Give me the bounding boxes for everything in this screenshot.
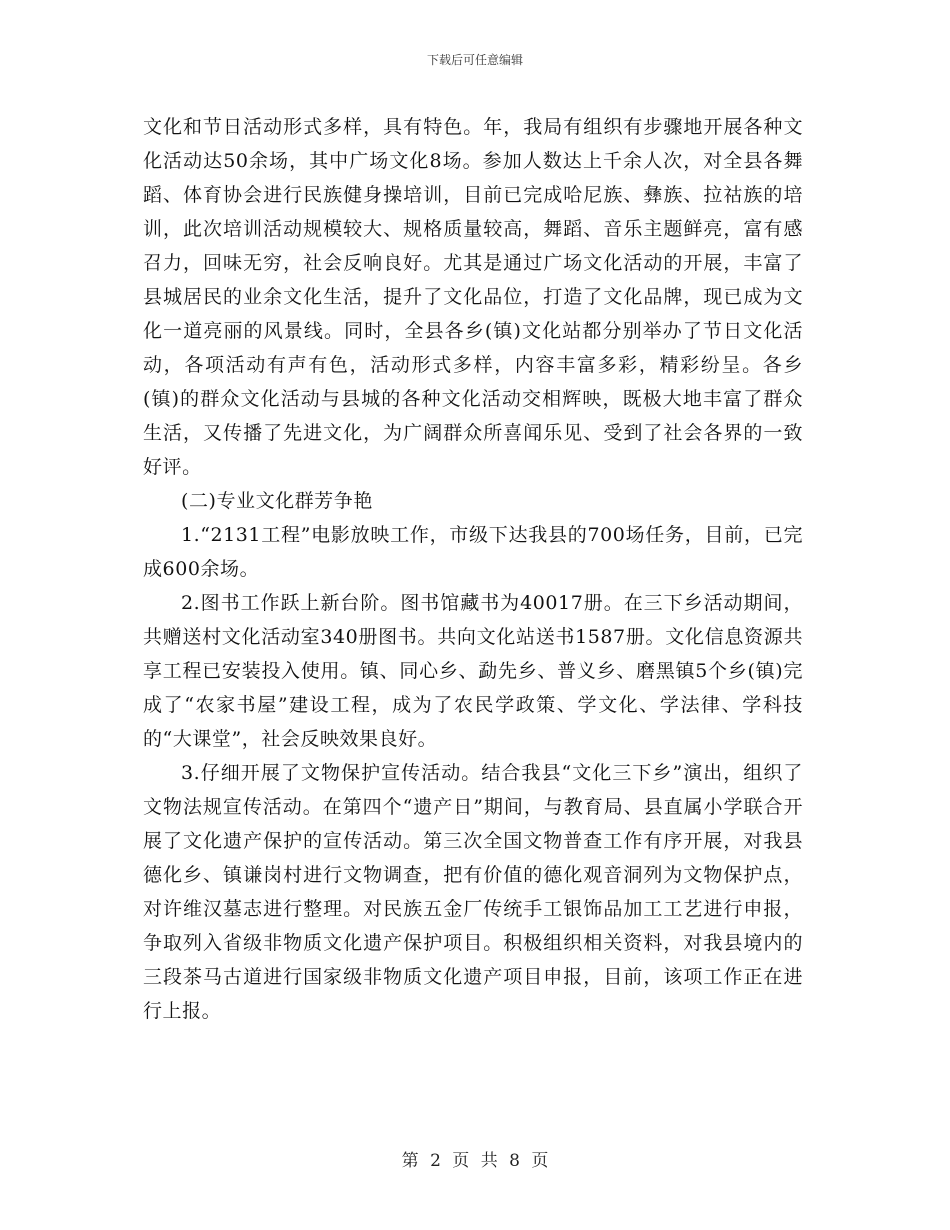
page-header: 下载后可任意编辑 — [426, 53, 523, 67]
list-item-library: 2.图书工作跃上新台阶。图书馆藏书为40017册。在三下乡活动期间，共赠送村文化活动室340册图书。共向文化站送书1587册。文化信息资源共享工程已安装投入使用。镇、同心乡、勐先乡、普义乡、磨黑镇5个乡(镇)完成了“农家书屋”建设工程，成为了农民学政策、学文化、学法律、学科技的“大课堂”，社会反映效果良好。 — [143, 592, 803, 750]
document-body — [143, 110, 803, 1028]
list-item-heritage: 3.仔细开展了文物保护宣传活动。结合我县“文化三下乡”演出，组织了文物法规宣传活动。在第四个“遗产日”期间，与教育局、县直属小学联合开展了文化遗产保护的宣传活动。第三次全国文物普查工作有序开展，对我县德化乡、镇谦岗村进行文物调查，把有价值的德化观音洞列为文物保护点，对许维汉墓志进行整理。对民族五金厂传统手工银饰品加工工艺进行申报，争取列入省级非物质文化遗产保护项目。积极组织相关资料，对我县境内的三段茶马古道进行国家级非物质文化遗产项目申报，目前，该项工作正在进行上报。 — [143, 762, 803, 1022]
body-paragraph: 文化和节日活动形式多样，具有特色。年，我局有组织有步骤地开展各种文化活动达50余场，其中广场文化8场。参加人数达上千余人次，对全县各舞蹈、体育协会进行民族健身操培训，目前已完成哈尼族、彝族、拉祜族的培训，此次培训活动规模较大、规格质量较高，舞蹈、音乐主题鲜亮，富有感召力，回味无穷，社会反响良好。尤其是通过广场文化活动的开展，丰富了县城居民的业余文化生活，提升了文化品位，打造了文化品牌，现已成为文化一道亮丽的风景线。同时，全县各乡(镇)文化站都分别举办了节日文化活动，各项活动有声有色，活动形式多样，内容丰富多彩，精彩纷呈。各乡(镇)的群众文化活动与县城的各种文化活动交相辉映，既极大地丰富了群众生活，又传播了先进文化，为广阔群众所喜闻乐见、受到了社会各界的一致好评。 — [143, 116, 803, 478]
section-heading: (二)专业文化群芳争艳 — [181, 490, 373, 512]
page-number: 第 2 页 共 8 页 — [401, 1151, 549, 1171]
list-item-film: 1.“2131工程”电影放映工作，市级下达我县的700场任务，目前，已完成600余场。 — [143, 524, 803, 580]
